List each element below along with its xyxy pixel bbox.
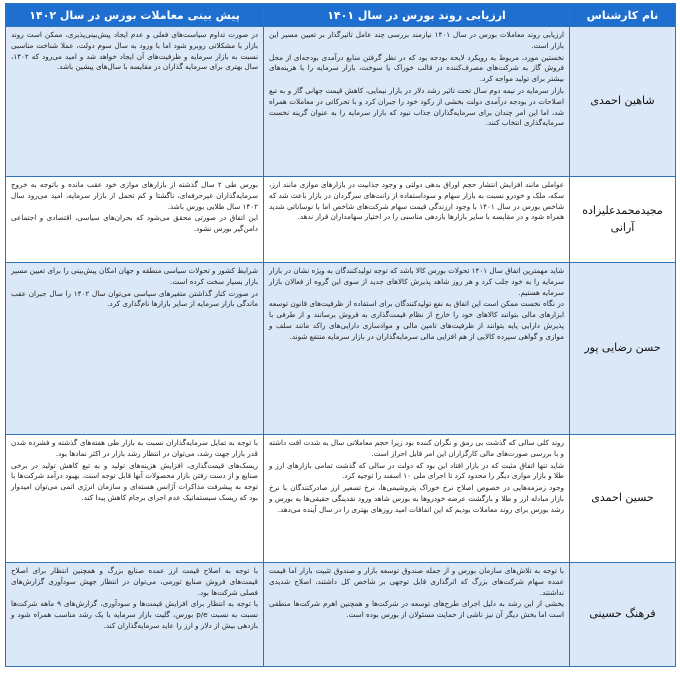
expert-name: فرهنگ حسینی [570, 563, 676, 667]
review-paragraph: با توجه به تلاش‌های سازمان بورس و از جمله صندوق توسعه بازار و صندوق تثبیت بازار اما قیمت عمده سهام شرکت‌های بزرگ که اثرگذاری قابل توجهی بر شاخص کل داشتند، اصلاح شدیدی نداشتند. [269, 566, 564, 597]
forecast-cell [6, 27, 264, 177]
review-cell [264, 263, 570, 435]
review-paragraph: روند کلی سالی که گذشت بی رمق و نگران کننده بود زیرا حجم معاملاتی سال به شدت افت داشته و با بررسی صورت‌های مالی کارگزاران این امر قابل احراز است. [269, 438, 564, 458]
table-row [6, 263, 676, 435]
forecast-paragraph: در صورت تداوم سیاست‌های فعلی و عدم ایجاد پیش‌بینی‌پذیری، ممکن است روند بازار با مشکلاتی روبرو شود اما با ورود به سال سوم دولت، عملا شناخت مناسبی نسبت به بازار سرمایه و ظرفیت‌های آن ایجاد خواهد شد و امید می‌رود که ۱۴۰۲، سال بهتری برای سرمایه گذاران در مقایسه با سال‌های پیشین باشد. [11, 30, 258, 72]
review-paragraph: ارزیابی روند معاملات بورس در سال ۱۴۰۱ نیازمند بررسی چند عامل تاثیرگذار بر تعیین مسیر این بازار است. [269, 30, 564, 50]
forecast-paragraph: با توجه به تمایل سرمایه‌گذاران نسبت به بازار طی هفته‌های گذشته و فشرده شدن قدر بازار جهت رشد، می‌توان در انتظار رشد بازار در اکثر نمادها بود. [11, 438, 258, 458]
header-forecast: پیش بینی معاملات بورس در سال ۱۴۰۲ [6, 4, 264, 27]
forecast-cell [6, 263, 264, 435]
forecast-cell [6, 435, 264, 563]
review-cell [264, 177, 570, 263]
expert-name: حسن رضایی پور [570, 263, 676, 435]
forecast-paragraph: با توجه به انتظار برای افزایش قیمت‌ها و سودآوری، گزارش‌های ۹ ماهه شرکت‌ها نسبت به نسبت p/e بورس، گلیت بازار سرمایه با یک رشد مناسب همراه شود و بازدهی بیش از دلار و ارز را عاید سرمایه‌گذاران کند. [11, 599, 258, 630]
forecast-paragraph: شرایط کشور و تحولات سیاسی منطقه و جهان امکان پیش‌بینی را برای تعیین مسیر بازار بسیار سخت کرده است. [11, 266, 258, 286]
table-header-row [6, 4, 676, 27]
forecast-cell [6, 177, 264, 263]
review-paragraph: عواملی مانند افزایش انتشار حجم اوراق بدهی دولتی و وجود جذابیت در بازارهای موازی مانند ارز، سکه، ملک و خودرو نسبت به بازار سهام و سوداستفاده از رانت‌های سرگردان در بازار باعث شد که شاخص بورس در سال ۱۴۰۱ با وجود ارزندگی قیمت سهام شرکت‌های شاخص اما با نوساناتی شدید همراه شود و در مقایسه با سایر بازارها بازدهی مناسبی را در اختیار سهامداران قرار ندهد. [269, 180, 564, 222]
expert-name: شاهین احمدی [570, 27, 676, 177]
review-cell [264, 435, 570, 563]
review-paragraph: بخشی از این رشد به دلیل اجرای طرح‌های توسعه در شرکت‌ها و همچنین اهرم شرکت‌ها منطقی است اما بخش دیگر آن نیز ناشی از حمایت مسئولان از بورس بوده است. [269, 599, 564, 620]
header-expert: نام کارشناس [570, 4, 676, 27]
review-paragraph: بازار سرمایه در نیمه دوم سال تحت تاثیر رشد دلار در بازار نیمایی، کاهش قیمت جهانی گاز و به تبع اصلاحات در بودجه درآمدی دولت بخشی از رکود خود را جبران کرد و با تحرکاتی در معاملات همراه شد، اما این امر چندان برای سرمایه‌گذاران جذاب نبود که بازار سرمایه را به عنوان گزینه نخست سرمایه‌گذاری انتخاب کنند. [269, 85, 564, 128]
document-page [5, 3, 675, 672]
forecast-cell [6, 563, 264, 667]
review-paragraph: در نگاه نخست ممکن است این اتفاق به نفع تولیدکنندگان برای استفاده از ظرفیت‌های قانون توسعه ابزارهای مالی بتوانند کالاهای خود را خارج از نظام قیمت‌گذاری به فروش برسانند و از طرفی با پذیرش دارایی پایه بتوانند از ظرفیت‌های تامین مالی و موادسازی دارایی‌های راکد مانند سلف و موازی و گواهی سپرده کالایی از هم افزایی مالی سرمایه‌گذاران در بازار سرمایه منتفع شوند. [269, 299, 564, 341]
forecast-paragraph: این اتفاق در صورتی محقق می‌شود که بحران‌های سیاسی، اقتصادی و اجتماعی دامن‌گیر بورس نشود. [11, 213, 258, 234]
review-cell [264, 563, 570, 667]
review-cell [264, 27, 570, 177]
forecast-paragraph: بورس طی ۲ سال گذشته از بازارهای موازی خود عقب مانده و باتوجه به خروج سرمایه‌گذاران غیرحرفه‌ای، ناگشتا و کم تحمل از بازار سرمایه، امید می‌رود سال ۱۴۰۲ سال طلایی بورس باشد. [11, 180, 258, 211]
table-row [6, 177, 676, 263]
forecast-paragraph: با توجه به اصلاح قیمت ارز عمده صنایع بزرگ و همچنین انتظار برای اصلاح قیمت‌های فروش صنایع تورمی، می‌توان در انتظار جهش سودآوری گزارش‌های فصلی شرکت‌ها بود. [11, 566, 258, 597]
review-paragraph: وجود زمزمه‌هایی در خصوص اصلاح نرخ خوراک پتروشیمی‌ها، نرخ تسعیر ارز صادرکنندگان با نرخ بازار مبادله ارز و طلا و بازگشت عرضه خودروها به بورس شاهد ورود نقدینگی حقیقی‌ها به بورس و رشد بورس برای روند معاملات بودیم که این اتفاقات امید روزهای بهتری را در سال آینده می‌دهد. [269, 483, 564, 514]
table-row [6, 435, 676, 563]
header-review: ارزیابی روند بورس در سال ۱۴۰۱ [264, 4, 570, 27]
expert-name: مجیدمحمدعلیزاده آرانی [570, 177, 676, 263]
review-paragraph: شاید تنها اتفاق مثبت که در بازار افتاد این بود که دولت در سالی که گذشت تمامی بازارهای ارز و طلا و بازار موازی دیگر را محدود کرد تا اجرای ملی ۱۰ اسفند را توجیه کرد. [269, 460, 564, 481]
review-paragraph: نخستین مورد، مربوط به رویکرد لایحه بودجه بود که در نظر گرفتن منابع درآمدی بودجه‌ای از محل فروش گاز به شرکت‌های مصرف‌کننده در قالب خوراک یا سوخت، بازار سرمایه را با هزینه‌های بیشتر برای تولید مواجه کرد. [269, 52, 564, 84]
review-paragraph: شاید مهمترین اتفاق سال ۱۴۰۱ تحولات بورس کالا باشد که توجه تولیدکنندگان به ویژه نشان در بازار سرمایه را به خود جلب کرد و هر روز شاهد پذیرش کالاهای جدید از سوی این گروه از فعالان بازار سرمایه هستیم. [269, 266, 564, 297]
table-row [6, 27, 676, 177]
experts-table [5, 3, 676, 667]
table-row [6, 563, 676, 667]
forecast-paragraph: ریسک‌های قیمت‌گذاری، افزایش هزینه‌های تولید و به تبع کاهش تولید در برخی صنایع و از دست رفتن بازار محصولات آنها قابل توجه است. بهبود درآمد شرکت‌ها با توجه به پیشرفت مذاکرات آژانس هسته‌ای و سازمان انرژی اتمی می‌توان امیدوار بود که ریسک سیستماتیک عدم اجرای برجام کاهش پیدا کند. [11, 460, 258, 502]
forecast-paragraph: در صورت کنار گذاشتن متغیرهای سیاسی می‌توان سال ۱۴۰۲ را سال جبران عقب ماندگی بازار سرمایه از سایر بازارها نام‌گذاری کرد. [11, 288, 258, 309]
expert-name: حسین احمدی [570, 435, 676, 563]
